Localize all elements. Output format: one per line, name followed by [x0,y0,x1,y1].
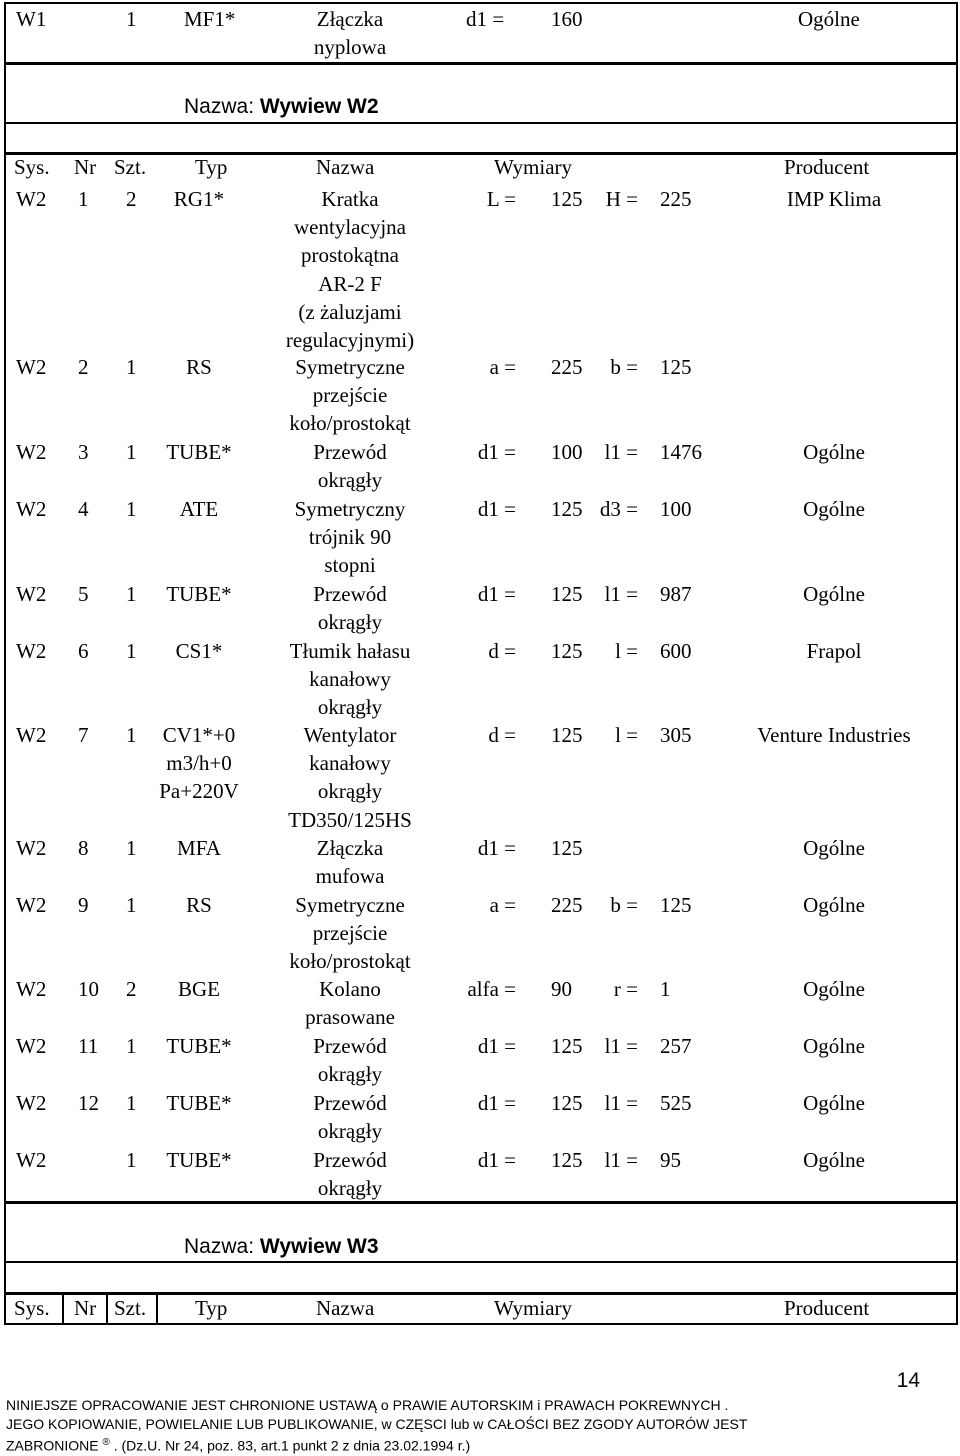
nr-cell: 11 [78,1034,99,1058]
nr-cell: 12 [78,1091,99,1115]
wym-value: 125 [551,1091,583,1115]
nazwa-value: Wywiew W3 [259,1235,379,1258]
wym-label: L = [486,187,516,211]
wym-label: d1 = [477,497,516,521]
header-wymiary: Wymiary [494,155,573,179]
column-divider [62,1293,64,1324]
nazwa-cell: Wentylator [303,723,397,747]
nazwa-cell: przejście [312,383,388,408]
szt-cell: 1 [126,639,137,663]
wym-value: 225 [551,893,583,917]
wym-label: d1 = [477,1148,516,1172]
szt-cell: 1 [126,1034,137,1058]
nazwa-cell: okrągły [317,1119,383,1144]
wym-label: l1 = [604,1034,638,1058]
typ-cell: RS [186,355,212,379]
nr-cell: 5 [78,582,89,606]
sys-cell: W2 [16,582,47,606]
producent-cell: Ogólne [798,7,860,31]
nr-cell: 10 [78,977,99,1001]
producent-cell: Ogólne [803,1034,865,1058]
sys-cell: W2 [16,497,47,521]
wym-value: 600 [660,639,692,663]
table-border [4,1201,958,1204]
typ-cell: MF1* [184,7,236,31]
nr-cell: 9 [78,893,89,917]
wym-label: a = [489,893,516,917]
producent-cell: Ogólne [803,977,865,1001]
footer-text: ZABRONIONE [6,1437,99,1454]
szt-cell: 2 [126,977,137,1001]
wym-label: d1 = [466,7,505,31]
typ-cell: MFA [177,836,221,860]
section-title-w2 [184,93,379,121]
nazwa-cell: okrągły [317,610,383,635]
nazwa-cell: Przewód [313,1091,387,1115]
wym-value: 525 [660,1091,692,1115]
nazwa-label: Nazwa: [184,95,255,118]
nazwa-cell: wentylacyjna [294,215,406,240]
nazwa-cell: koło/prostokąt [289,411,411,436]
section-title-w3 [184,1233,379,1261]
wym-value: 305 [660,723,692,747]
table-right-border [956,2,958,1325]
wym-label: H = [605,187,638,211]
nr-cell: 7 [78,723,89,747]
nazwa-cell: Przewód [313,440,387,464]
typ-cell: TUBE* [166,440,232,464]
nazwa-cell: Symetryczny [294,497,406,521]
sys-cell: W2 [16,1034,47,1058]
footer-text: . (Dz.U. Nr 24, poz. 83, art.1 punkt 2 z dnia 23.02.1994 r.) [113,1437,471,1454]
column-divider [106,1293,108,1324]
wym-value: 125 [551,582,583,606]
wym-label: l = [615,723,638,747]
nazwa-cell: prostokątna [301,243,399,268]
header-nazwa: Nazwa [316,155,375,179]
typ-cell: BGE [178,977,220,1001]
wym-label: l1 = [604,1091,638,1115]
sys-cell: W2 [16,893,47,917]
szt-cell: 1 [126,1148,137,1172]
szt-cell: 1 [126,582,137,606]
nazwa-cell: Złączka [316,7,384,31]
nr-cell: 4 [78,497,89,521]
wym-value: 100 [551,440,583,464]
header-producent: Producent [784,155,870,179]
szt-cell: 1 [126,836,137,860]
table-border [4,1261,958,1263]
nazwa-cell: okrągły [317,468,383,493]
sys-cell: W2 [16,836,47,860]
nazwa-cell: Przewód [313,1034,387,1058]
nazwa-cell: kanałowy [309,751,391,776]
wym-label: d1 = [477,1091,516,1115]
producent-cell: Ogólne [803,1091,865,1115]
wym-value: 125 [551,187,583,211]
wym-label: d = [488,723,516,747]
header-typ: Typ [195,155,228,179]
wym-label: d1 = [477,582,516,606]
sys-cell: W1 [16,7,47,31]
nazwa-cell: regulacyjnymi) [285,328,415,352]
header-nr: Nr [74,1296,97,1320]
szt-cell: 1 [126,1091,137,1115]
nazwa-cell: Złączka [316,836,384,860]
sys-cell: W2 [16,639,47,663]
column-divider [156,1293,158,1324]
typ-cell: CS1* [175,639,223,663]
sys-cell: W2 [16,977,47,1001]
producent-cell: Ogólne [803,1148,865,1172]
wym-value: 225 [660,187,692,211]
nazwa-cell: Przewód [313,1148,387,1172]
wym-value: 987 [660,582,692,606]
nazwa-value: Wywiew W2 [259,95,379,118]
typ-cell: Pa+220V [159,779,239,804]
table-border [4,1323,958,1325]
wym-value: 225 [551,355,583,379]
typ-cell: m3/h+0 [166,751,232,776]
header-sys: Sys. [14,1296,50,1320]
nazwa-cell: okrągły [317,1062,383,1087]
szt-cell: 1 [126,7,137,31]
wym-label: l1 = [604,440,638,464]
header-nazwa: Nazwa [316,1296,375,1320]
wym-label: l1 = [604,582,638,606]
header-sys: Sys. [14,155,50,179]
wym-label: d1 = [477,440,516,464]
table-top-border [4,2,958,4]
sys-cell: W2 [16,1148,47,1172]
sys-cell: W2 [16,355,47,379]
nazwa-cell: okrągły [317,695,383,720]
wym-label: l = [615,639,638,663]
producent-cell: Ogólne [803,440,865,464]
producent-cell: Ogólne [803,582,865,606]
producent-cell: Venture Industries [757,723,911,747]
wym-label: d = [488,639,516,663]
typ-cell: TUBE* [166,1034,232,1058]
wym-value: 1 [660,977,671,1001]
wym-value: 100 [660,497,692,521]
footer-line: JEGO KOPIOWANIE, POWIELANIE LUB PUBLIKOWANIE, w CZĘSCI lub w CAŁOŚCI BEZ ZGODY AUTORÓW JEST [6,1416,748,1432]
wym-value: 125 [551,1034,583,1058]
nazwa-cell: przejście [312,921,388,946]
header-producent: Producent [784,1296,870,1320]
nr-cell: 8 [78,836,89,860]
nazwa-cell: (z żaluzjami [298,299,402,324]
nazwa-cell: Symetryczne [295,355,405,379]
typ-cell: ATE [179,497,219,521]
wym-value: 125 [551,1148,583,1172]
nazwa-cell: AR-2 F [318,271,382,296]
nazwa-cell: Kolano [319,977,381,1001]
wym-label: d1 = [477,1034,516,1058]
nr-cell: 1 [78,187,89,211]
column-divider [62,153,64,155]
wym-label: b = [610,893,638,917]
header-nr: Nr [74,155,97,179]
wym-value: 125 [551,497,583,521]
wym-value: 160 [551,7,583,31]
szt-cell: 1 [126,440,137,464]
wym-value: 125 [551,723,583,747]
nazwa-cell: nyplowa [313,35,387,59]
sys-cell: W2 [16,1091,47,1115]
nazwa-cell: Symetryczne [295,893,405,917]
nazwa-cell: Tłumik hałasu [289,639,411,663]
wym-label: d1 = [477,836,516,860]
nazwa-cell: stopni [324,553,376,578]
wym-label: b = [610,355,638,379]
szt-cell: 2 [126,187,137,211]
wym-value: 125 [660,893,692,917]
nazwa-cell: koło/prostokąt [289,949,411,974]
szt-cell: 1 [126,355,137,379]
nazwa-cell: TD350/125HS [288,807,412,832]
nazwa-cell: okrągły [317,779,383,804]
header-typ: Typ [195,1296,228,1320]
footer-line [6,1433,470,1456]
wym-value: 125 [551,836,583,860]
wym-value: 257 [660,1034,692,1058]
wym-label: d3 = [599,497,638,521]
nazwa-cell: kanałowy [309,667,391,692]
wym-label: alfa = [467,977,516,1001]
producent-cell: IMP Klima [786,187,882,211]
registered-mark: ® [102,1437,110,1448]
nr-cell: 6 [78,639,89,663]
table-border [4,122,958,124]
producent-cell: Ogólne [803,893,865,917]
producent-cell: Ogólne [803,497,865,521]
nazwa-cell: Przewód [313,582,387,606]
wym-value: 95 [660,1148,681,1172]
wym-label: r = [613,977,638,1001]
nazwa-cell: prasowane [305,1005,395,1030]
nazwa-cell: okrągły [317,1176,383,1201]
nazwa-cell: Kratka [321,187,379,211]
nr-cell: 2 [78,355,89,379]
wym-value: 90 [551,977,572,1001]
producent-cell: Ogólne [803,836,865,860]
szt-cell: 1 [126,723,137,747]
typ-cell: TUBE* [166,582,232,606]
table-border [4,62,958,65]
wym-label: l1 = [604,1148,638,1172]
nr-cell: 3 [78,440,89,464]
header-szt: Szt. [114,155,147,179]
nazwa-cell: trójnik 90 [308,525,392,550]
nazwa-cell: mufowa [315,864,385,889]
typ-cell: CV1*+0 [162,723,236,747]
wym-value: 125 [551,639,583,663]
wym-label: a = [489,355,516,379]
footer-line: NINIEJSZE OPRACOWANIE JEST CHRONIONE USTAWĄ o PRAWIE AUTORSKIM i PRAWACH POKREWNYCH . [6,1397,729,1413]
nazwa-label: Nazwa: [184,1235,255,1258]
page-number: 14 [896,1369,920,1392]
producent-cell: Frapol [806,639,862,663]
szt-cell: 1 [126,497,137,521]
header-wymiary: Wymiary [494,1296,573,1320]
typ-cell: TUBE* [166,1091,232,1115]
header-szt: Szt. [114,1296,147,1320]
typ-cell: RS [186,893,212,917]
typ-cell: TUBE* [166,1148,232,1172]
szt-cell: 1 [126,893,137,917]
sys-cell: W2 [16,723,47,747]
typ-cell: RG1* [173,187,225,211]
wym-value: 125 [660,355,692,379]
sys-cell: W2 [16,187,47,211]
wym-value: 1476 [660,440,702,464]
table-left-border [4,2,6,1325]
sys-cell: W2 [16,440,47,464]
